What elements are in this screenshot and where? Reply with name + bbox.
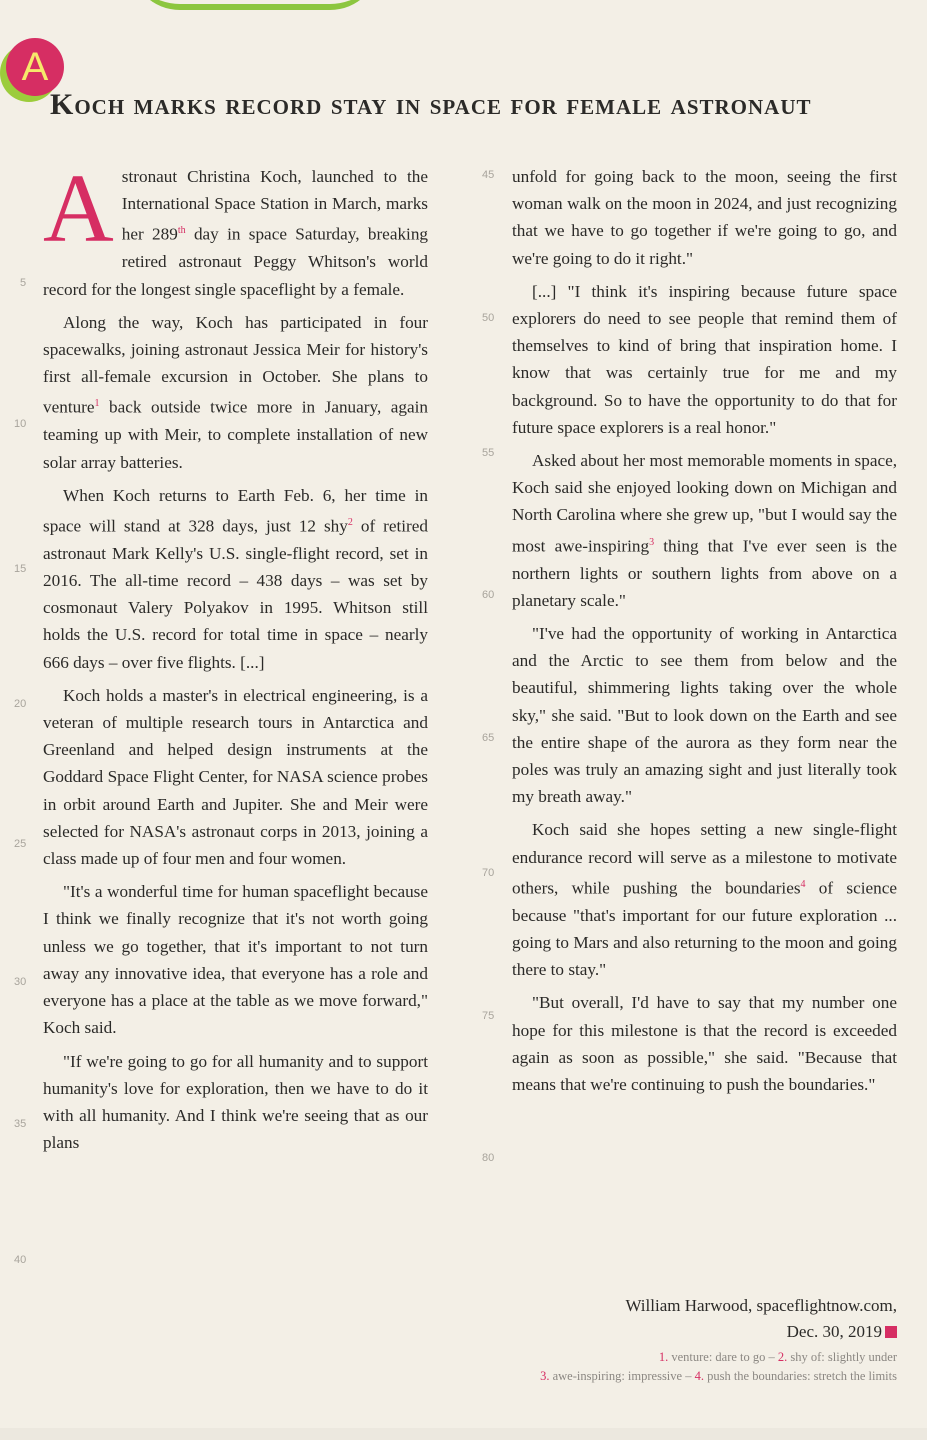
paragraph-11 xyxy=(512,816,897,983)
paragraph-9-text-b: thing that I've ever seen is the northern lights or southern lights from above on a planetary scale." xyxy=(512,536,897,610)
line-number: 45 xyxy=(482,169,495,181)
line-number: 60 xyxy=(482,589,495,601)
line-number: 80 xyxy=(482,1152,495,1164)
glossary-entry: awe-inspiring: impressive – xyxy=(549,1369,695,1383)
line-number: 30 xyxy=(14,976,27,988)
end-mark-icon xyxy=(885,1326,897,1338)
paragraph-9-text-a: Asked about her most memorable moments in space, Koch said she enjoyed looking down on Michigan and North Carolina where she grew up, "but I would say the most awe-inspiring xyxy=(512,451,897,556)
glossary-number: 1. xyxy=(658,1350,669,1364)
glossary-line-2 xyxy=(520,1367,897,1386)
credit-author: William Harwood, spaceflightnow.com, xyxy=(625,1296,897,1315)
glossary-line-1 xyxy=(520,1348,897,1367)
glossary-entry: venture: dare to go – xyxy=(668,1350,778,1364)
line-number: 20 xyxy=(14,698,27,710)
top-decorative-arc xyxy=(130,0,380,10)
paragraph-1 xyxy=(43,155,429,303)
paragraph-2-text-a: Along the way, Koch has participated in four spacewalks, joining astronaut Jessica Meir for history's first all-female excursion in October. She plans to venture xyxy=(43,312,428,418)
paragraph-2 xyxy=(43,309,428,476)
paragraph-11-text-b: of science because "that's important for our future exploration ... going to Mars and also returning to the moon and going there to stay." xyxy=(512,878,897,980)
paragraph-4: Koch holds a master's in electrical engineering, is a veteran of multiple research tours in Antarctica and Greenland and helped design instruments at the Goddard Space Flight Center, for NASA science probes in orbit around Earth and Jupiter. She and Meir were selected for NASA's astronaut corps in 2013, joining a class made up of four men and four women. xyxy=(43,685,428,869)
glossary xyxy=(520,1348,897,1386)
glossary-number: 4. xyxy=(694,1369,704,1383)
line-number: 35 xyxy=(14,1118,27,1130)
paragraph-3 xyxy=(43,482,428,676)
paragraph-11-text-a: Koch said she hopes setting a new single-flight endurance record will serve as a milestone to motivate others, while pushing the boundaries xyxy=(512,820,897,898)
paragraph-7: unfold for going back to the moon, seeing the first woman walk on the moon in 2024, and just recognizing that we have to go together if we're going to go, and we're going to do it right." xyxy=(512,167,897,268)
footnote-ref-2: 2 xyxy=(347,516,353,528)
right-column xyxy=(512,163,897,1104)
paragraph-10: "I've had the opportunity of working in Antarctica and the Arctic to see them from below and the beautiful, shimmering lights taking over the whole sky," she said. "But to look down on the Earth and see the entire shape of the aurora as they form near the poles was truly an amazing sight and just literally took my breath away." xyxy=(512,623,897,807)
paragraph-1-rest: day in space Saturday, breaking retired astronaut Peggy Whitson's world record for the longest single spaceflight by a female. xyxy=(43,225,429,299)
line-number: 65 xyxy=(482,732,495,744)
line-number: 70 xyxy=(482,867,495,879)
paragraph-3-text-a: When Koch returns to Earth Feb. 6, her time in space will stand at 328 days, just 12 shy xyxy=(43,485,428,536)
left-column xyxy=(43,155,429,1162)
page-bottom-edge xyxy=(0,1428,927,1440)
paragraph-5: "It's a wonderful time for human spaceflight because I think we finally recognize that it's not worth going unless we go together, that it's important to not turn away any innovative idea, that everyone has a role and everyone has a place at the table as we move forward," Koch said. xyxy=(43,882,428,1038)
credit-date: Dec. 30, 2019 xyxy=(786,1322,882,1341)
line-number: 75 xyxy=(482,1010,495,1022)
line-number: 50 xyxy=(482,312,495,324)
paragraph-3-text-b: of retired astronaut Mark Kelly's U.S. single-flight record, set in 2016. The all-time record – 438 days – was set by cosmonaut Valery Polyakov in 1995. Whitson still holds the U.S. record for total time in space – nearly 666 days – over five flights. [...] xyxy=(43,516,428,672)
ordinal-suffix: th xyxy=(177,225,186,237)
line-number: 10 xyxy=(14,418,27,430)
paragraph-9 xyxy=(512,447,897,614)
line-number: 25 xyxy=(14,838,27,850)
paragraph-12: "But overall, I'd have to say that my number one hope for this milestone is that the record is exceeded again as soon as possible," she said. "Because that means that we're continuing to push the boundaries." xyxy=(512,993,897,1094)
credit-date-line xyxy=(520,1319,897,1345)
footnote-ref-1: 1 xyxy=(94,398,100,410)
glossary-entry: shy of: slightly under xyxy=(787,1350,897,1364)
glossary-number: 3. xyxy=(540,1369,550,1383)
paragraph-2-text-b: back outside twice more in January, again teaming up with Meir, to complete installation of new solar array batteries. xyxy=(43,398,428,472)
paragraph-8: [...] "I think it's inspiring because future space explorers do need to see people that remind them of themselves to kind of bring that inspiration home. I know that was certainly true for me and my background. So to have the opportunity to do that for future space explorers is a real honor." xyxy=(512,281,897,437)
line-number: 5 xyxy=(20,277,27,289)
section-badge: A xyxy=(6,38,64,96)
footnote-ref-3: 3 xyxy=(649,536,655,548)
glossary-number: 2. xyxy=(777,1350,788,1364)
drop-cap: A xyxy=(43,155,114,263)
article-credit xyxy=(520,1293,897,1345)
line-number: 55 xyxy=(482,447,495,459)
line-number: 15 xyxy=(14,563,27,575)
paragraph-6: "If we're going to go for all humanity and to support humanity's love for exploration, then we have to do it with all humanity. And I think we're seeing that as our plans xyxy=(43,1051,428,1153)
footnote-ref-4: 4 xyxy=(800,878,806,890)
paragraph-1-text: stronaut Christina Koch, launched to the International Space Station in March, marks her 289 xyxy=(121,167,428,245)
article-title: Koch marks record stay in space for female astronaut xyxy=(50,88,812,121)
glossary-entry: push the boundaries: stretch the limits xyxy=(703,1369,897,1383)
line-number: 40 xyxy=(14,1254,27,1266)
